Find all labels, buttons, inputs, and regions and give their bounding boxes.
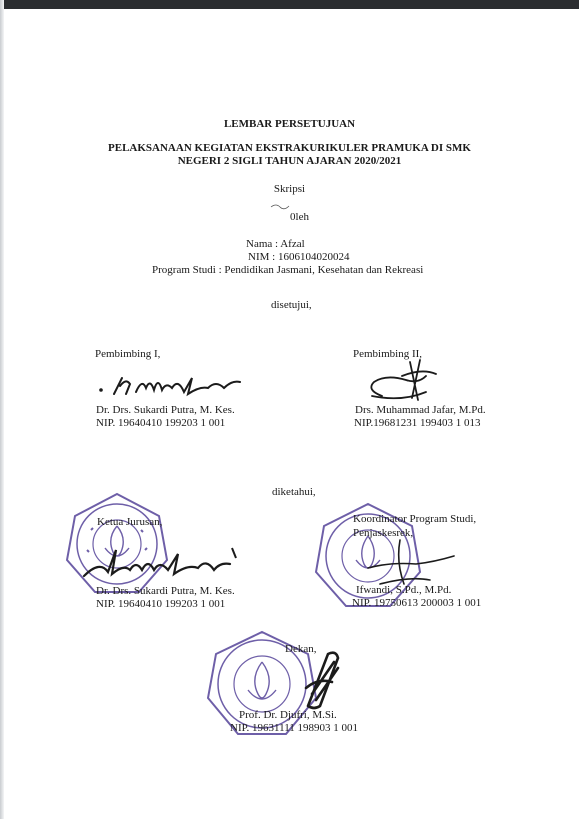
koordinator-role-line1: Koordinator Program Studi, xyxy=(353,513,477,525)
scan-top-border xyxy=(0,0,579,9)
pembimbing1-signature-icon xyxy=(96,364,246,402)
pembimbing2-nip: NIP.19681231 199403 1 013 xyxy=(354,417,481,429)
student-name: Nama : Afzal xyxy=(246,238,305,250)
study-program: Program Studi : Pendidikan Jasmani, Kesehatan dan Rekreasi xyxy=(152,264,424,276)
student-nim: NIM : 1606104020024 xyxy=(248,251,350,263)
ketua-role: Ketua Jurusan, xyxy=(97,516,163,528)
approved-label: disetujui, xyxy=(271,299,312,311)
dekan-role: Dekan, xyxy=(285,643,317,655)
dekan-signature-icon xyxy=(298,648,348,710)
pembimbing1-nip: NIP. 19640410 199203 1 001 xyxy=(96,417,226,429)
ketua-signature-icon xyxy=(80,540,245,582)
subtitle-line-1: PELAKSANAAN KEGIATAN EKSTRAKURIKULER PRAMUKA DI SMK xyxy=(108,142,471,154)
dekan-nip: NIP. 19631111 198903 1 001 xyxy=(230,722,359,734)
koordinator-nip: NIP. 19750613 200003 1 001 xyxy=(352,597,482,609)
pembimbing1-role: Pembimbing I, xyxy=(95,348,161,360)
pembimbing2-name: Drs. Muhammad Jafar, M.Pd. xyxy=(355,404,486,416)
doc-type: Skripsi xyxy=(273,183,306,195)
acknowledged-label: diketahui, xyxy=(272,486,316,498)
ketua-name: Dr. Drs. Sukardi Putra, M. Kes. xyxy=(96,585,235,597)
subtitle-line-2: NEGERI 2 SIGLI TAHUN AJARAN 2020/2021 xyxy=(177,155,402,167)
ketua-nip: NIP. 19640410 199203 1 001 xyxy=(96,598,226,610)
by-label: 0leh xyxy=(290,211,309,223)
page-title: LEMBAR PERSETUJUAN xyxy=(223,118,356,130)
pembimbing2-role: Pembimbing II, xyxy=(353,348,423,360)
koordinator-role-line2: Penjaskesrek, xyxy=(353,527,414,539)
koordinator-name: Ifwandi, S.Pd., M.Pd. xyxy=(356,584,452,596)
pembimbing2-signature-icon xyxy=(362,356,452,404)
pembimbing1-name: Dr. Drs. Sukardi Putra, M. Kes. xyxy=(96,404,235,416)
dekan-name: Prof. Dr. Djufri, M.Si. xyxy=(239,709,337,721)
koordinator-signature-icon xyxy=(360,532,460,592)
